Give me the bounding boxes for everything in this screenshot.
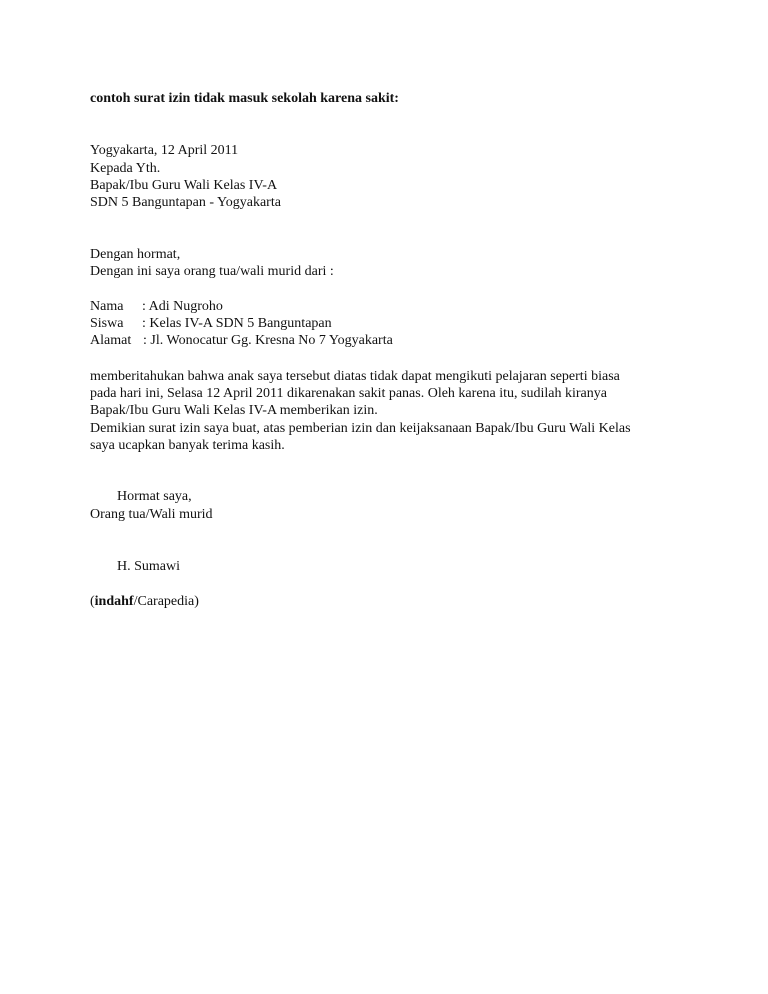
recipient-line: Bapak/Ibu Guru Wali Kelas IV-A [90,178,278,193]
body-line: memberitahukan bahwa anak saya tersebut diatas tidak dapat mengikuti pelajaran seperti biasa [90,369,620,384]
student-field-label: Alamat [90,333,132,348]
body-line: saya ucapkan banyak terima kasih. [90,438,285,453]
student-address-row [90,332,393,350]
source-author: indahf [94,594,134,609]
student-field-value: : Adi Nugroho [142,299,223,314]
school-line: SDN 5 Banguntapan - Yogyakarta [90,195,281,210]
salutation: Dengan hormat, [90,247,181,262]
student-class-row [90,315,332,333]
signer-name: H. Sumawi [117,559,180,574]
closing-regards: Hormat saya, [117,489,192,504]
place-date: Yogyakarta, 12 April 2011 [90,143,239,158]
source-site: /Carapedia) [133,594,199,609]
closing-role: Orang tua/Wali murid [90,507,213,522]
student-name-row [90,298,223,316]
document-heading: contoh surat izin tidak masuk sekolah karena sakit: [90,91,399,106]
student-field-value: : Kelas IV-A SDN 5 Banguntapan [142,316,332,331]
student-field-value: : Jl. Wonocatur Gg. Kresna No 7 Yogyakarta [143,333,393,348]
to-line: Kepada Yth. [90,161,161,176]
source-credit [90,593,199,611]
student-field-label: Nama [90,299,124,314]
source-open-paren: ( [90,594,95,609]
body-line: Demikian surat izin saya buat, atas pemberian izin dan keijaksanaan Bapak/Ibu Guru Wali Kelas [90,421,631,436]
student-field-label: Siswa [90,316,124,331]
body-line: pada hari ini, Selasa 12 April 2011 dikarenakan sakit panas. Oleh karena itu, sudilah kiranya [90,386,607,401]
intro-line: Dengan ini saya orang tua/wali murid dari : [90,264,334,279]
body-line: Bapak/Ibu Guru Wali Kelas IV-A memberikan izin. [90,403,378,418]
